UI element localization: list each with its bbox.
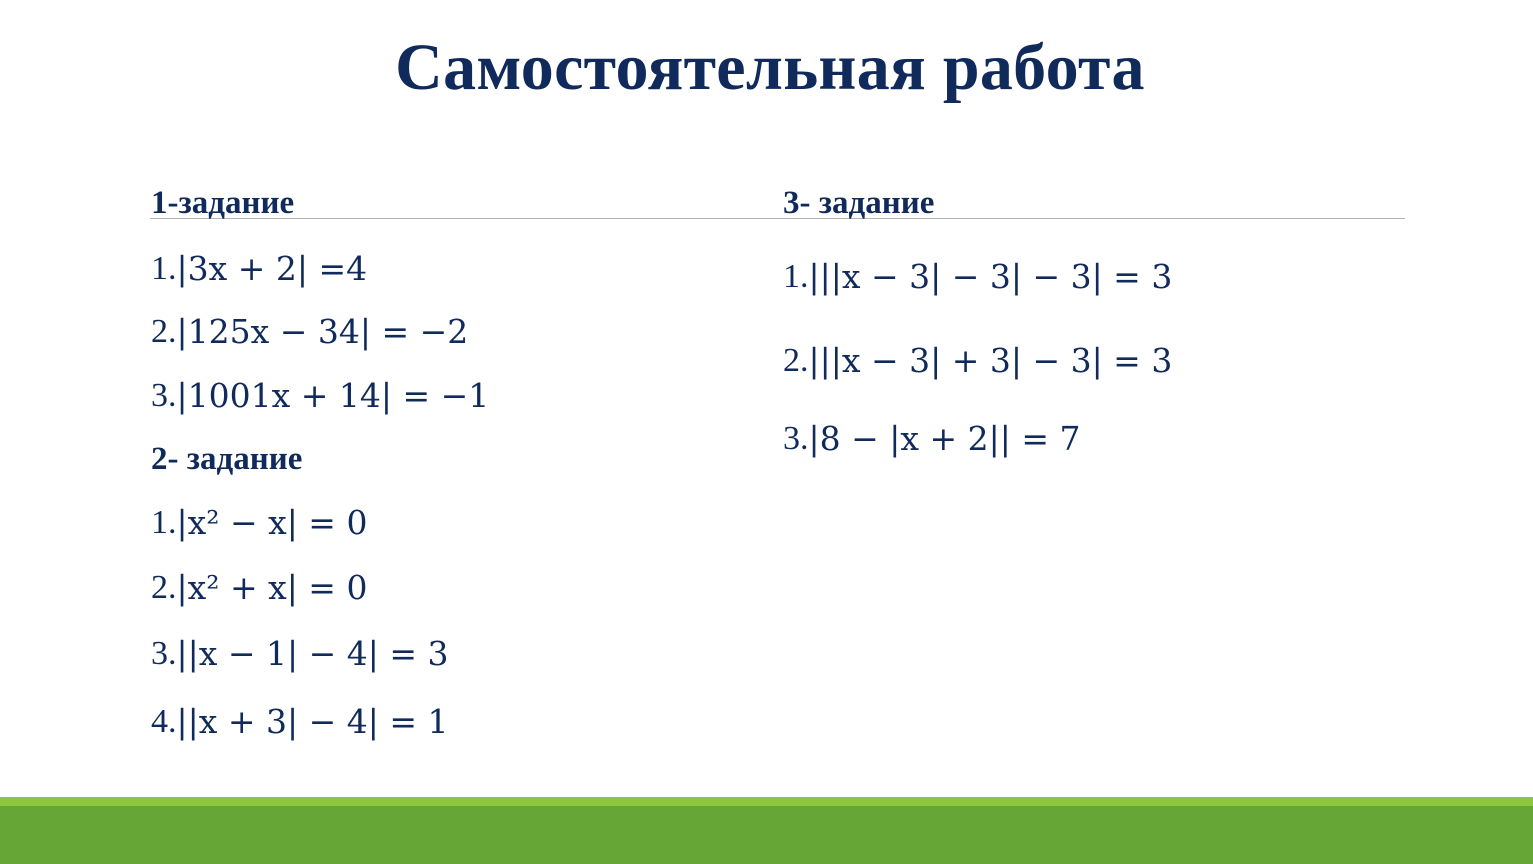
equation-expression: |3x + 2| =4 (176, 249, 368, 288)
equation-expression: |8 − |x + 2|| = 7 (808, 419, 1081, 458)
item-number: 1. (783, 257, 809, 295)
task1-equation-3 (151, 376, 489, 415)
task1-equation-1 (151, 249, 367, 288)
task2-equation-4 (151, 702, 448, 741)
footer-accent-bar (0, 797, 1533, 806)
item-number: 3. (151, 634, 177, 672)
equation-expression: ||x + 3| − 4| = 1 (176, 702, 449, 741)
equation-expression: |1001x + 14| = −1 (176, 376, 490, 415)
equation-expression: |||x − 3| − 3| − 3| = 3 (808, 257, 1173, 296)
item-number: 4. (151, 702, 177, 740)
equation-expression: |x² − x| = 0 (176, 503, 368, 542)
task2-equation-1 (151, 503, 367, 542)
item-number: 3. (151, 376, 177, 414)
task3-equation-1 (783, 257, 1172, 296)
section-divider (150, 218, 1405, 219)
task3-equation-3 (783, 419, 1080, 458)
task2-equation-2 (151, 568, 367, 607)
equation-expression: |125x − 34| = −2 (176, 312, 469, 351)
item-number: 2. (151, 568, 177, 606)
task1-equation-2 (151, 312, 468, 351)
equation-expression: |||x − 3| + 3| − 3| = 3 (808, 341, 1173, 380)
item-number: 3. (783, 419, 809, 457)
item-number: 2. (783, 341, 809, 379)
task2-equation-3 (151, 634, 448, 673)
footer-bar (0, 806, 1533, 864)
item-number: 1. (151, 503, 177, 541)
slide-title: Самостоятельная работа (395, 31, 1145, 104)
task2-heading: 2- задание (151, 441, 303, 477)
task1-heading: 1-задание (151, 185, 295, 221)
equation-expression: |x² + x| = 0 (176, 568, 368, 607)
item-number: 1. (151, 249, 177, 287)
task3-equation-2 (783, 341, 1172, 380)
task3-heading: 3- задание (783, 185, 935, 221)
item-number: 2. (151, 312, 177, 350)
equation-expression: ||x − 1| − 4| = 3 (176, 634, 449, 673)
